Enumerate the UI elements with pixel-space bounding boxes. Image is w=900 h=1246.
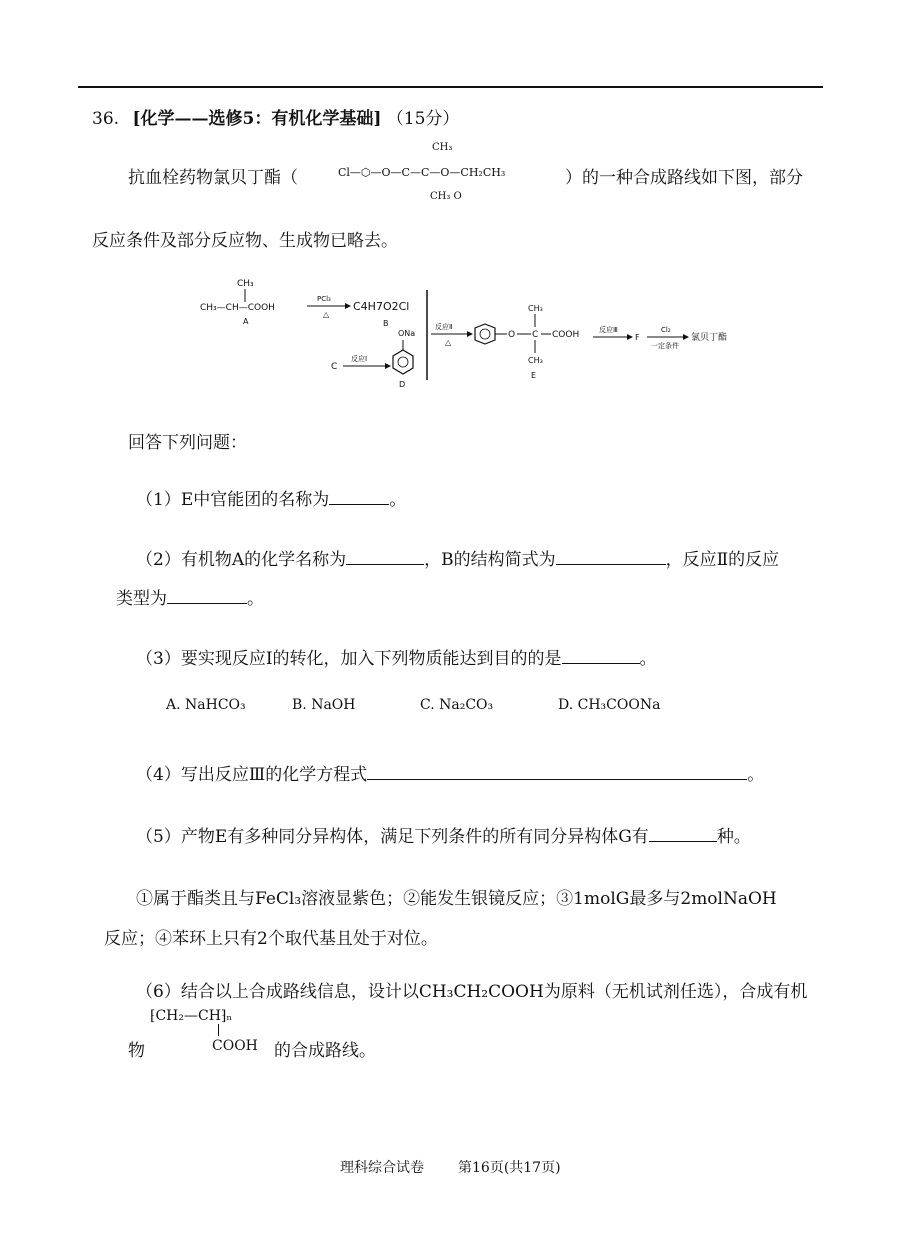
q3-end: 。 — [639, 649, 657, 669]
q1 — [136, 485, 406, 510]
answer-prompt: 回答下列问题： — [128, 433, 247, 453]
benzene-e-ring — [480, 329, 490, 339]
top-rule — [78, 86, 823, 88]
q6-polymer-top: ⁅CH₂—CH⁆ₙ — [150, 1008, 233, 1024]
q2-line2-end: 。 — [247, 589, 264, 609]
q1-blank — [329, 490, 389, 505]
pcl3-label: PCl₃ — [317, 295, 331, 303]
question-title: [化学——选修5：有机化学基础] — [132, 109, 382, 129]
e-cooh: COOH — [552, 330, 580, 340]
q2 — [136, 545, 779, 570]
q4 — [136, 760, 764, 785]
intro-line2: 反应条件及部分反应物、生成物已略去。 — [92, 231, 398, 251]
q2-blank-a — [346, 550, 424, 565]
delta-2: △ — [445, 338, 452, 347]
compound-b: C4H7O2Cl — [353, 300, 410, 313]
q5-conditions-line2: 反应；④苯环上只有2个取代基且处于对位。 — [104, 929, 438, 949]
question-header — [92, 104, 459, 129]
q3-option-c: C. Na₂CO₃ — [420, 697, 494, 713]
reaction2-label: 反应Ⅱ — [435, 323, 453, 331]
f-label: F — [635, 333, 640, 342]
q4-blank — [367, 765, 747, 780]
e-oxygen: O — [508, 330, 516, 340]
question-number: 36. — [92, 109, 120, 129]
intro-after: ）的一种合成路线如下图，部分 — [565, 168, 803, 188]
arrow-reaction2-head — [467, 331, 473, 337]
arrow-pcl3-head — [345, 303, 351, 309]
q3-option-a: A. NaHCO₃ — [166, 697, 246, 713]
inline-structure: Cl—⬡—O—C—C—O—CH₂CH₃ — [338, 166, 506, 179]
question-points: （15分） — [386, 109, 460, 129]
delta-1: △ — [323, 310, 330, 319]
q6-wu: 物 — [128, 1041, 145, 1061]
e-methyl-top: CH₃ — [528, 304, 543, 313]
q3-text: （3）要实现反应Ⅰ的转化，加入下列物质能达到目的的是 — [136, 649, 562, 669]
d-label: D — [399, 380, 406, 389]
q3-option-b: B. NaOH — [292, 697, 356, 713]
e-methyl-bottom: CH₃ — [528, 356, 543, 365]
q2-line2 — [116, 584, 264, 609]
q5-blank — [649, 827, 717, 842]
ona-label: ONa — [398, 329, 416, 338]
q5-text: （5）产物E有多种同分异构体，满足下列条件的所有同分异构体G有 — [136, 827, 649, 847]
q6-polymer-bond — [218, 1024, 219, 1036]
e-label: E — [531, 371, 537, 380]
q1-text: （1）E中官能团的名称为 — [136, 490, 330, 510]
q4-end: 。 — [747, 765, 765, 785]
q3-blank — [562, 649, 640, 664]
q5-end: 种。 — [716, 827, 751, 847]
a-methyl: CH₃ — [237, 279, 254, 289]
product-label: 氯贝丁酯 — [691, 333, 728, 343]
q6-line1: （6）结合以上合成路线信息，设计以CH₃CH₂COOH为原料（无机试剂任选），合成有机 — [136, 982, 808, 1002]
q5-conditions-line1: ①属于酯类且与FeCl₃溶液显紫色；②能发生银镜反应；③1molG最多与2molNaOH — [136, 889, 777, 909]
q2-blank-b — [556, 550, 666, 565]
q2-part3: ，反应Ⅱ的反应 — [665, 550, 780, 570]
benzene-d-ring — [398, 357, 408, 367]
compound-a: CH₃—CH—COOH — [200, 303, 275, 313]
reaction1-label: 反应Ⅰ — [351, 355, 368, 363]
condition-label: 一定条件 — [651, 342, 679, 350]
q2-line2-text: 类型为 — [116, 589, 167, 609]
arrow-reaction1-head — [385, 363, 391, 369]
q6-line2: 的合成路线。 — [274, 1041, 376, 1061]
structure-bottom: CH₃ O — [430, 191, 462, 202]
q5 — [136, 822, 751, 847]
arrow-reaction3-head — [627, 334, 633, 340]
a-label: A — [243, 317, 249, 326]
q2-blank-c — [167, 589, 247, 604]
benzene-e — [475, 324, 495, 344]
footer-subject: 理科综合试卷 — [340, 1160, 424, 1176]
q3 — [136, 644, 657, 669]
b-label: B — [383, 319, 389, 328]
structure-top: CH₃ — [432, 142, 453, 153]
q4-text: （4）写出反应Ⅲ的化学方程式 — [136, 765, 368, 785]
synthesis-scheme — [195, 270, 765, 400]
reaction3-label: 反应Ⅲ — [599, 326, 618, 334]
q3-option-d: D. CH₃COONa — [558, 697, 661, 713]
cl2-label: Cl₂ — [661, 326, 671, 334]
q2-part1: （2）有机物A的化学名称为 — [136, 550, 347, 570]
arrow-cl2-head — [683, 334, 689, 340]
c-label: C — [331, 362, 338, 372]
q2-part2: ，B的结构简式为 — [424, 550, 556, 570]
footer-page: 第16页(共17页) — [458, 1160, 561, 1176]
q6-polymer-cooh: COOH — [212, 1038, 258, 1054]
intro-before: 抗血栓药物氯贝丁酯（ — [128, 168, 298, 188]
q1-end: 。 — [389, 490, 407, 510]
e-carbon: C — [532, 330, 539, 340]
benzene-d — [393, 350, 413, 374]
